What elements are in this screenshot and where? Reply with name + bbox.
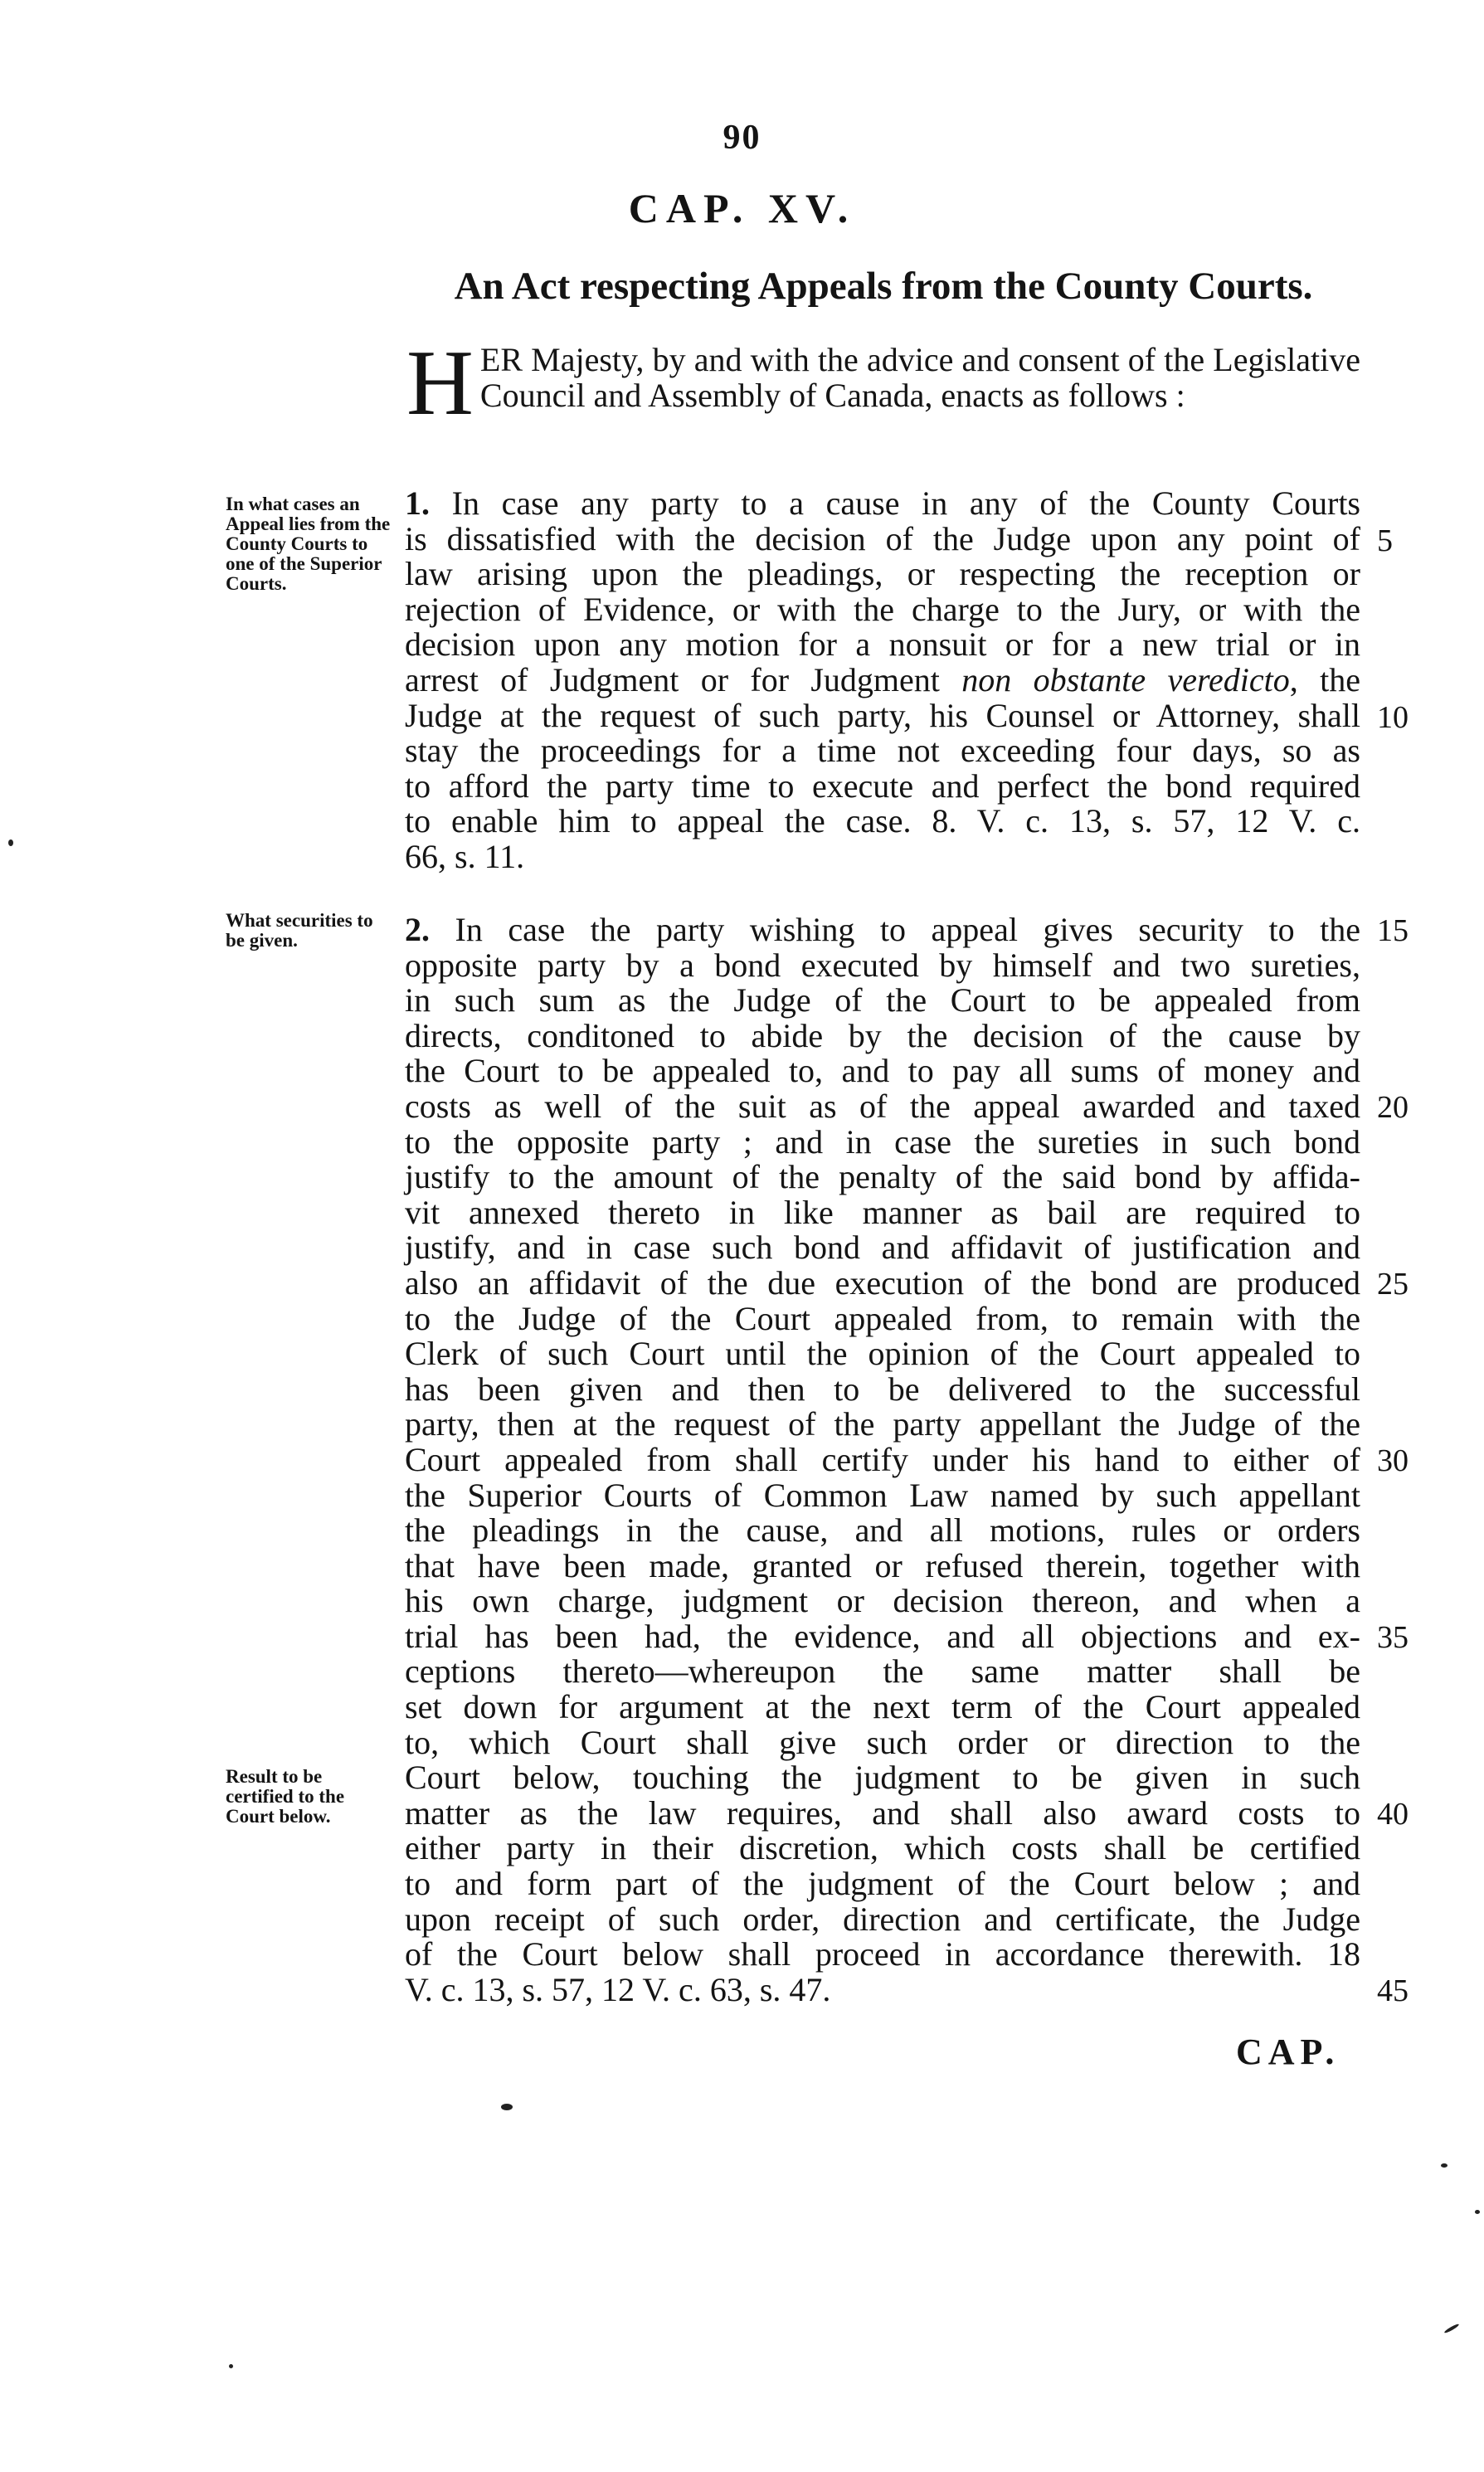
line-number-15: 15 xyxy=(1377,913,1409,948)
section1-line: 66, s. 11. xyxy=(405,837,525,875)
print-speck xyxy=(501,2104,513,2110)
section2-line: ceptions thereto—whereupon the same matter shall be xyxy=(405,1652,1360,1691)
print-speck xyxy=(1443,2323,1459,2333)
section-1 xyxy=(405,486,1360,875)
line-number-45: 45 xyxy=(1377,1973,1409,2008)
section1-line: law arising upon the pleadings, or respecting the reception or xyxy=(405,555,1360,593)
section2-line: Court below, touching the judgment to be given in such xyxy=(405,1759,1360,1797)
section-number: 1. xyxy=(405,484,430,522)
section2-line: 2. In case the party wishing to appeal gives security to the xyxy=(405,911,1360,948)
section2-line: vit annexed thereto in like manner as bail are required to xyxy=(405,1193,1360,1231)
line-number-20: 20 xyxy=(1377,1090,1409,1125)
section2-line: V. c. 13, s. 57, 12 V. c. 63, s. 47. xyxy=(405,1970,831,2008)
section2-line: that have been made, granted or refused therein, together with xyxy=(405,1546,1360,1584)
section2-line: the Superior Courts of Common Law named by such appellant xyxy=(405,1476,1360,1514)
section1-line: to afford the party time to execute and perfect the bond required xyxy=(405,766,1360,805)
margin-note-result-certified: Result to be certified to the Court below. xyxy=(226,1766,345,1827)
section2-line: to the opposite party ; and in case the sureties in such bond xyxy=(405,1122,1360,1161)
section2-line: opposite party by a bond executed by himself and two sureties, xyxy=(405,946,1360,984)
section2-line: in such sum as the Judge of the Court to be appealed from xyxy=(405,981,1360,1019)
section1-line: to enable him to appeal the case. 8. V. c. 13, s. 57, 12 V. c. xyxy=(405,802,1360,840)
section1-line: 1. In case any party to a cause in any of the County Courts xyxy=(405,484,1360,522)
section2-line: party, then at the request of the party appellant the Judge of the xyxy=(405,1405,1360,1443)
section2-line: trial has been had, the evidence, and all objections and ex- xyxy=(405,1617,1360,1655)
section2-line: justify, and in case such bond and affidavit of justification and xyxy=(405,1229,1360,1267)
section1-line: decision upon any motion for a nonsuit or for a new trial or in xyxy=(405,625,1360,664)
line-number-35: 35 xyxy=(1377,1620,1409,1655)
print-speck xyxy=(1475,2210,1480,2214)
section2-line: to, which Court shall give such order or direction to the xyxy=(405,1723,1360,1761)
line-number-10: 10 xyxy=(1377,700,1409,735)
section2-line: Court appealed from shall certify under his hand to either of xyxy=(405,1440,1360,1478)
section2-line: his own charge, judgment or decision thereon, and when a xyxy=(405,1582,1360,1620)
drop-cap: H xyxy=(406,332,474,435)
section2-line: of the Court below shall proceed in accordance therewith. 18 xyxy=(405,1935,1360,1973)
line-number-5: 5 xyxy=(1377,523,1393,558)
margin-note-appeal-cases: In what cases an Appeal lies from the County Courts to one of the Superior Courts. xyxy=(226,494,391,594)
section2-line: to the Judge of the Court appealed from, to remain with the xyxy=(405,1299,1360,1337)
section2-line: has been given and then to be delivered to the successful xyxy=(405,1370,1360,1408)
section2-line: upon receipt of such order, direction and certificate, the Judge xyxy=(405,1900,1360,1938)
section-number: 2. xyxy=(405,911,430,948)
print-speck xyxy=(1441,2163,1448,2168)
section2-line: set down for argument at the next term of the Court appealed xyxy=(405,1688,1360,1726)
section2-line: also an affidavit of the due execution of the bond are produced xyxy=(405,1263,1360,1302)
section2-line: costs as well of the suit as of the appeal awarded and taxed xyxy=(405,1087,1360,1125)
section2-line: Clerk of such Court until the opinion of the Court appealed to xyxy=(405,1335,1360,1373)
section1-line: is dissatisfied with the decision of the Judge upon any point of xyxy=(405,519,1360,557)
section1-line: arrest of Judgment or for Judgment non obstante veredicto, the xyxy=(405,660,1361,698)
line-number-30: 30 xyxy=(1377,1443,1409,1478)
section2-line: either party in their discretion, which costs shall be certified xyxy=(405,1829,1360,1867)
section1-line: stay the proceedings for a time not exceeding four days, so as xyxy=(405,732,1360,770)
print-speck xyxy=(229,2364,233,2368)
line-number-25: 25 xyxy=(1377,1267,1409,1302)
act-title: An Act respecting Appeals from the County Courts. xyxy=(454,265,1313,308)
latin-phrase: non obstante veredicto xyxy=(961,660,1290,698)
section2-line: justify to the amount of the penalty of the said bond by affida- xyxy=(405,1158,1360,1196)
section1-line: Judge at the request of such party, his Counsel or Attorney, shall xyxy=(405,696,1360,734)
section1-line: rejection of Evidence, or with the charge to the Jury, or with the xyxy=(405,590,1360,628)
chapter-heading: CAP. XV. xyxy=(628,185,856,231)
section2-line: directs, conditoned to abide by the decision of the cause by xyxy=(405,1016,1360,1054)
print-speck xyxy=(8,839,13,846)
section2-line: the pleadings in the cause, and all motions, rules or orders xyxy=(405,1511,1360,1550)
section2-line: the Court to be appealed to, and to pay all sums of money and xyxy=(405,1052,1360,1090)
margin-note-securities: What securities to be given. xyxy=(226,910,373,951)
line-number-40: 40 xyxy=(1377,1797,1409,1832)
preamble-text: ER Majesty, by and with the advice and consent of the Legislative Council and Assembly of Canada, enacts as follows : xyxy=(479,341,1360,414)
section-2 xyxy=(405,912,1360,2007)
page-number: 90 xyxy=(723,119,761,157)
section2-line: to and form part of the judgment of the Court below ; and xyxy=(405,1865,1360,1903)
catchword: CAP. xyxy=(1236,2032,1340,2072)
preamble xyxy=(406,332,1360,435)
section2-line: matter as the law requires, and shall also award costs to xyxy=(405,1793,1360,1832)
